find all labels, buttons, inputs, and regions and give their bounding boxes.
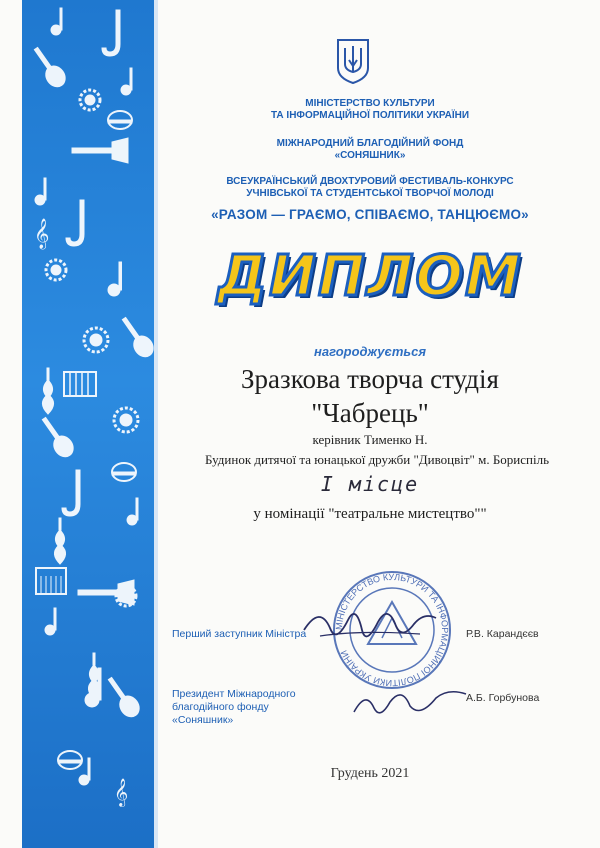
piano-icon (36, 568, 66, 594)
music-note-icon (35, 178, 46, 205)
nomination: у номінації "театральне мистецтво"" (253, 506, 487, 522)
music-note-icon (121, 68, 132, 95)
festival-line-1: ВСЕУКРАЇНСЬКИЙ ДВОХТУРОВИЙ ФЕСТИВАЛЬ-КОНКУРС (226, 176, 514, 187)
first-signer-title: Перший заступник Міністра (172, 628, 307, 640)
music-note-icon (45, 608, 56, 635)
guitar-icon (103, 673, 144, 720)
sunflower-icon (46, 260, 66, 280)
fund-line-1: МІЖНАРОДНИЙ БЛАГОДІЙНИЙ ФОНД (276, 138, 464, 149)
treble-clef-icon (114, 778, 128, 807)
violin-icon (54, 518, 65, 564)
ministry-line-1: МІНІСТЕРСТВО КУЛЬТУРИ (305, 98, 435, 109)
diploma-title: ДИПЛОМ (217, 244, 523, 309)
saxophone-icon (66, 200, 84, 246)
music-note-icon (127, 498, 138, 525)
awarded-label: нагороджується (314, 344, 426, 359)
drum-icon (58, 751, 82, 769)
treble-clef-icon (34, 218, 49, 250)
music-note-icon (108, 262, 122, 296)
drum-icon (112, 463, 136, 481)
recipient-line-2: "Чабрець" (311, 398, 429, 428)
ukraine-trident-emblem-icon (336, 38, 370, 84)
drum-icon (108, 111, 132, 129)
saxophone-icon (62, 470, 80, 516)
handwritten-signature (300, 600, 440, 650)
second-signer-title-line-3: «Соняшник» (172, 714, 234, 726)
fund-line-2: «СОНЯШНИК» (334, 150, 406, 161)
violin-icon (88, 653, 99, 699)
second-signer-title-line-2: благодійного фонду (172, 701, 269, 713)
stamp-text: МІНІСТЕРСТВО КУЛЬТУРИ ТА ІНФОРМАЦІЙНОЇ ПОЛІТИКИ УКРАЇНИ (333, 571, 451, 689)
music-note-icon (51, 8, 62, 35)
leader-name: керівник Тименко Н. (312, 432, 428, 447)
fund-name (170, 138, 570, 162)
svg-text:𝄞: 𝄞 (114, 778, 129, 806)
guitar-icon (29, 43, 70, 90)
festival-line-2: УЧНІВСЬКОЇ ТА СТУДЕНТСЬКОЇ ТВОРЧОЇ МОЛОДІ (246, 188, 494, 199)
festival-name: «РАЗОМ — ГРАЄМО, СПІВАЄМО, ТАНЦЮЄМО» (211, 207, 529, 222)
institution-name: Будинок дитячої та юнацької дружби "Дивоцвіт" м. Бориспіль (204, 452, 549, 467)
decorative-music-strip (22, 0, 154, 848)
violin-icon (42, 368, 53, 414)
first-signer-name: Р.В. Карандєєв (466, 628, 539, 640)
ministry-line-2: ТА ІНФОРМАЦІЙНОЇ ПОЛІТИКИ УКРАЇНИ (270, 110, 470, 121)
music-instruments-pattern (22, 0, 154, 848)
ministry-name (170, 98, 570, 122)
guitar-icon (37, 413, 78, 460)
place-award: I місце (320, 472, 420, 496)
guitar-icon (117, 313, 154, 360)
second-signer-title (172, 688, 296, 727)
festival-description (170, 176, 570, 200)
recipient-line-1: Зразкова творча студія (241, 364, 499, 394)
svg-text:𝄞: 𝄞 (34, 219, 50, 249)
second-signer-title-line-1: Президент Міжнародного (172, 688, 296, 700)
sunflower-icon (84, 328, 108, 352)
sunflower-icon (80, 90, 100, 110)
trumpet-icon (72, 138, 128, 163)
second-signer-name: А.Б. Горбунова (466, 692, 540, 704)
handwritten-signature (350, 684, 470, 724)
saxophone-icon (102, 10, 120, 56)
strip-border (154, 0, 158, 848)
accordion-icon (64, 372, 96, 396)
issue-date: Грудень 2021 (330, 766, 410, 781)
sunflower-icon (114, 408, 138, 432)
